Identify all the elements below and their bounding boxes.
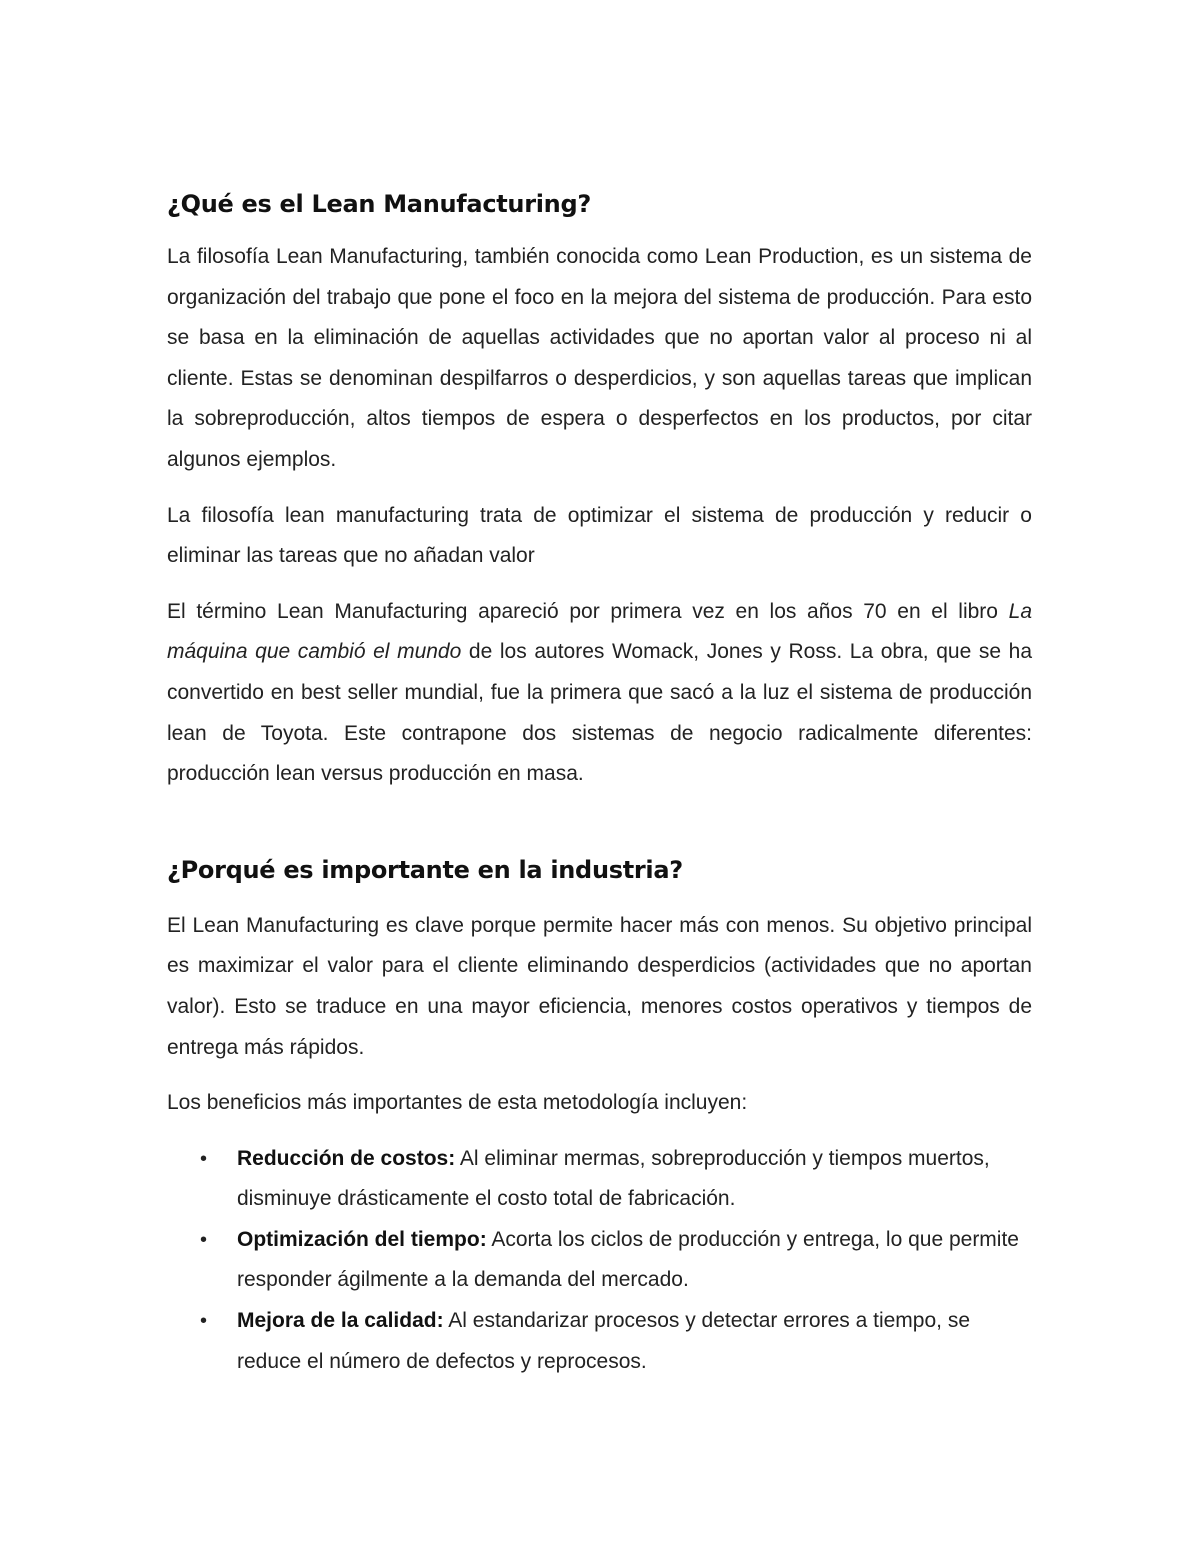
book-title: La máquina que cambió el mundo	[167, 599, 1032, 664]
paragraph-importance: El Lean Manufacturing es clave porque permite hacer más con menos. Su objetivo principal es maximizar el valor para el cliente eliminando desperdicios (actividades que no aportan valor). Esto se traduce en una mayor eficiencia, menores costos operativos y tiempos de entrega más rápidos.	[167, 913, 1032, 1059]
benefit-title: Mejora de la calidad:	[237, 1309, 444, 1333]
section-heading-importance: ¿Porqué es importante en la industria?	[167, 855, 683, 884]
history-text-end: de los autores Womack, Jones y Ross. La obra, que se ha convertido en best seller mundial, fue la primera que sacó a la luz el sistema de producción lean de Toyota. Este contrapone dos sistemas de negocio radicalmente diferentes: producción lean versus producción en masa.	[167, 640, 1033, 786]
benefit-title: Reducción de costos:	[237, 1146, 456, 1170]
history-text-start: El término Lean Manufacturing apareció por primera vez en los años 70 en el libro	[167, 599, 1009, 623]
benefit-text: Al eliminar mermas, sobreproducción y tiempos muertos, disminuye drásticamente el costo total de fabricación.	[237, 1146, 990, 1211]
paragraph-benefits-intro: Los beneficios más importantes de esta metodología incluyen:	[167, 1091, 748, 1115]
benefit-title: Optimización del tiempo:	[237, 1227, 487, 1251]
list-item	[167, 1301, 1032, 1382]
bullet-icon: •	[200, 1147, 208, 1170]
benefits-list	[167, 1139, 1032, 1383]
list-item	[167, 1220, 1032, 1301]
bullet-icon: •	[200, 1228, 208, 1251]
document-page	[167, 184, 1032, 1382]
section-heading-lean-manufacturing: ¿Qué es el Lean Manufacturing?	[167, 190, 591, 218]
list-item	[167, 1139, 1032, 1220]
benefit-text: Al estandarizar procesos y detectar errores a tiempo, se reduce el número de defectos y reprocesos.	[237, 1309, 970, 1373]
paragraph-history	[167, 592, 1032, 795]
paragraph-definition: La filosofía Lean Manufacturing, también conocida como Lean Production, es un sistema de organización del trabajo que pone el foco en la mejora del sistema de producción. Para esto se basa en la eliminación de aquellas actividades que no aportan valor al proceso ni al cliente. Estas se denominan despilfarros o desperdicios, y son aquellas tareas que implican la sobreproducción, altos tiempos de espera o desperfectos en los productos, por citar algunos ejemplos.	[167, 245, 1032, 471]
benefit-text: Acorta los ciclos de producción y entrega, lo que permite responder ágilmente a la demanda del mercado.	[237, 1227, 1019, 1292]
bullet-icon: •	[200, 1310, 208, 1333]
paragraph-philosophy: La filosofía lean manufacturing trata de optimizar el sistema de producción y reducir o eliminar las tareas que no añadan valor	[167, 503, 1032, 568]
